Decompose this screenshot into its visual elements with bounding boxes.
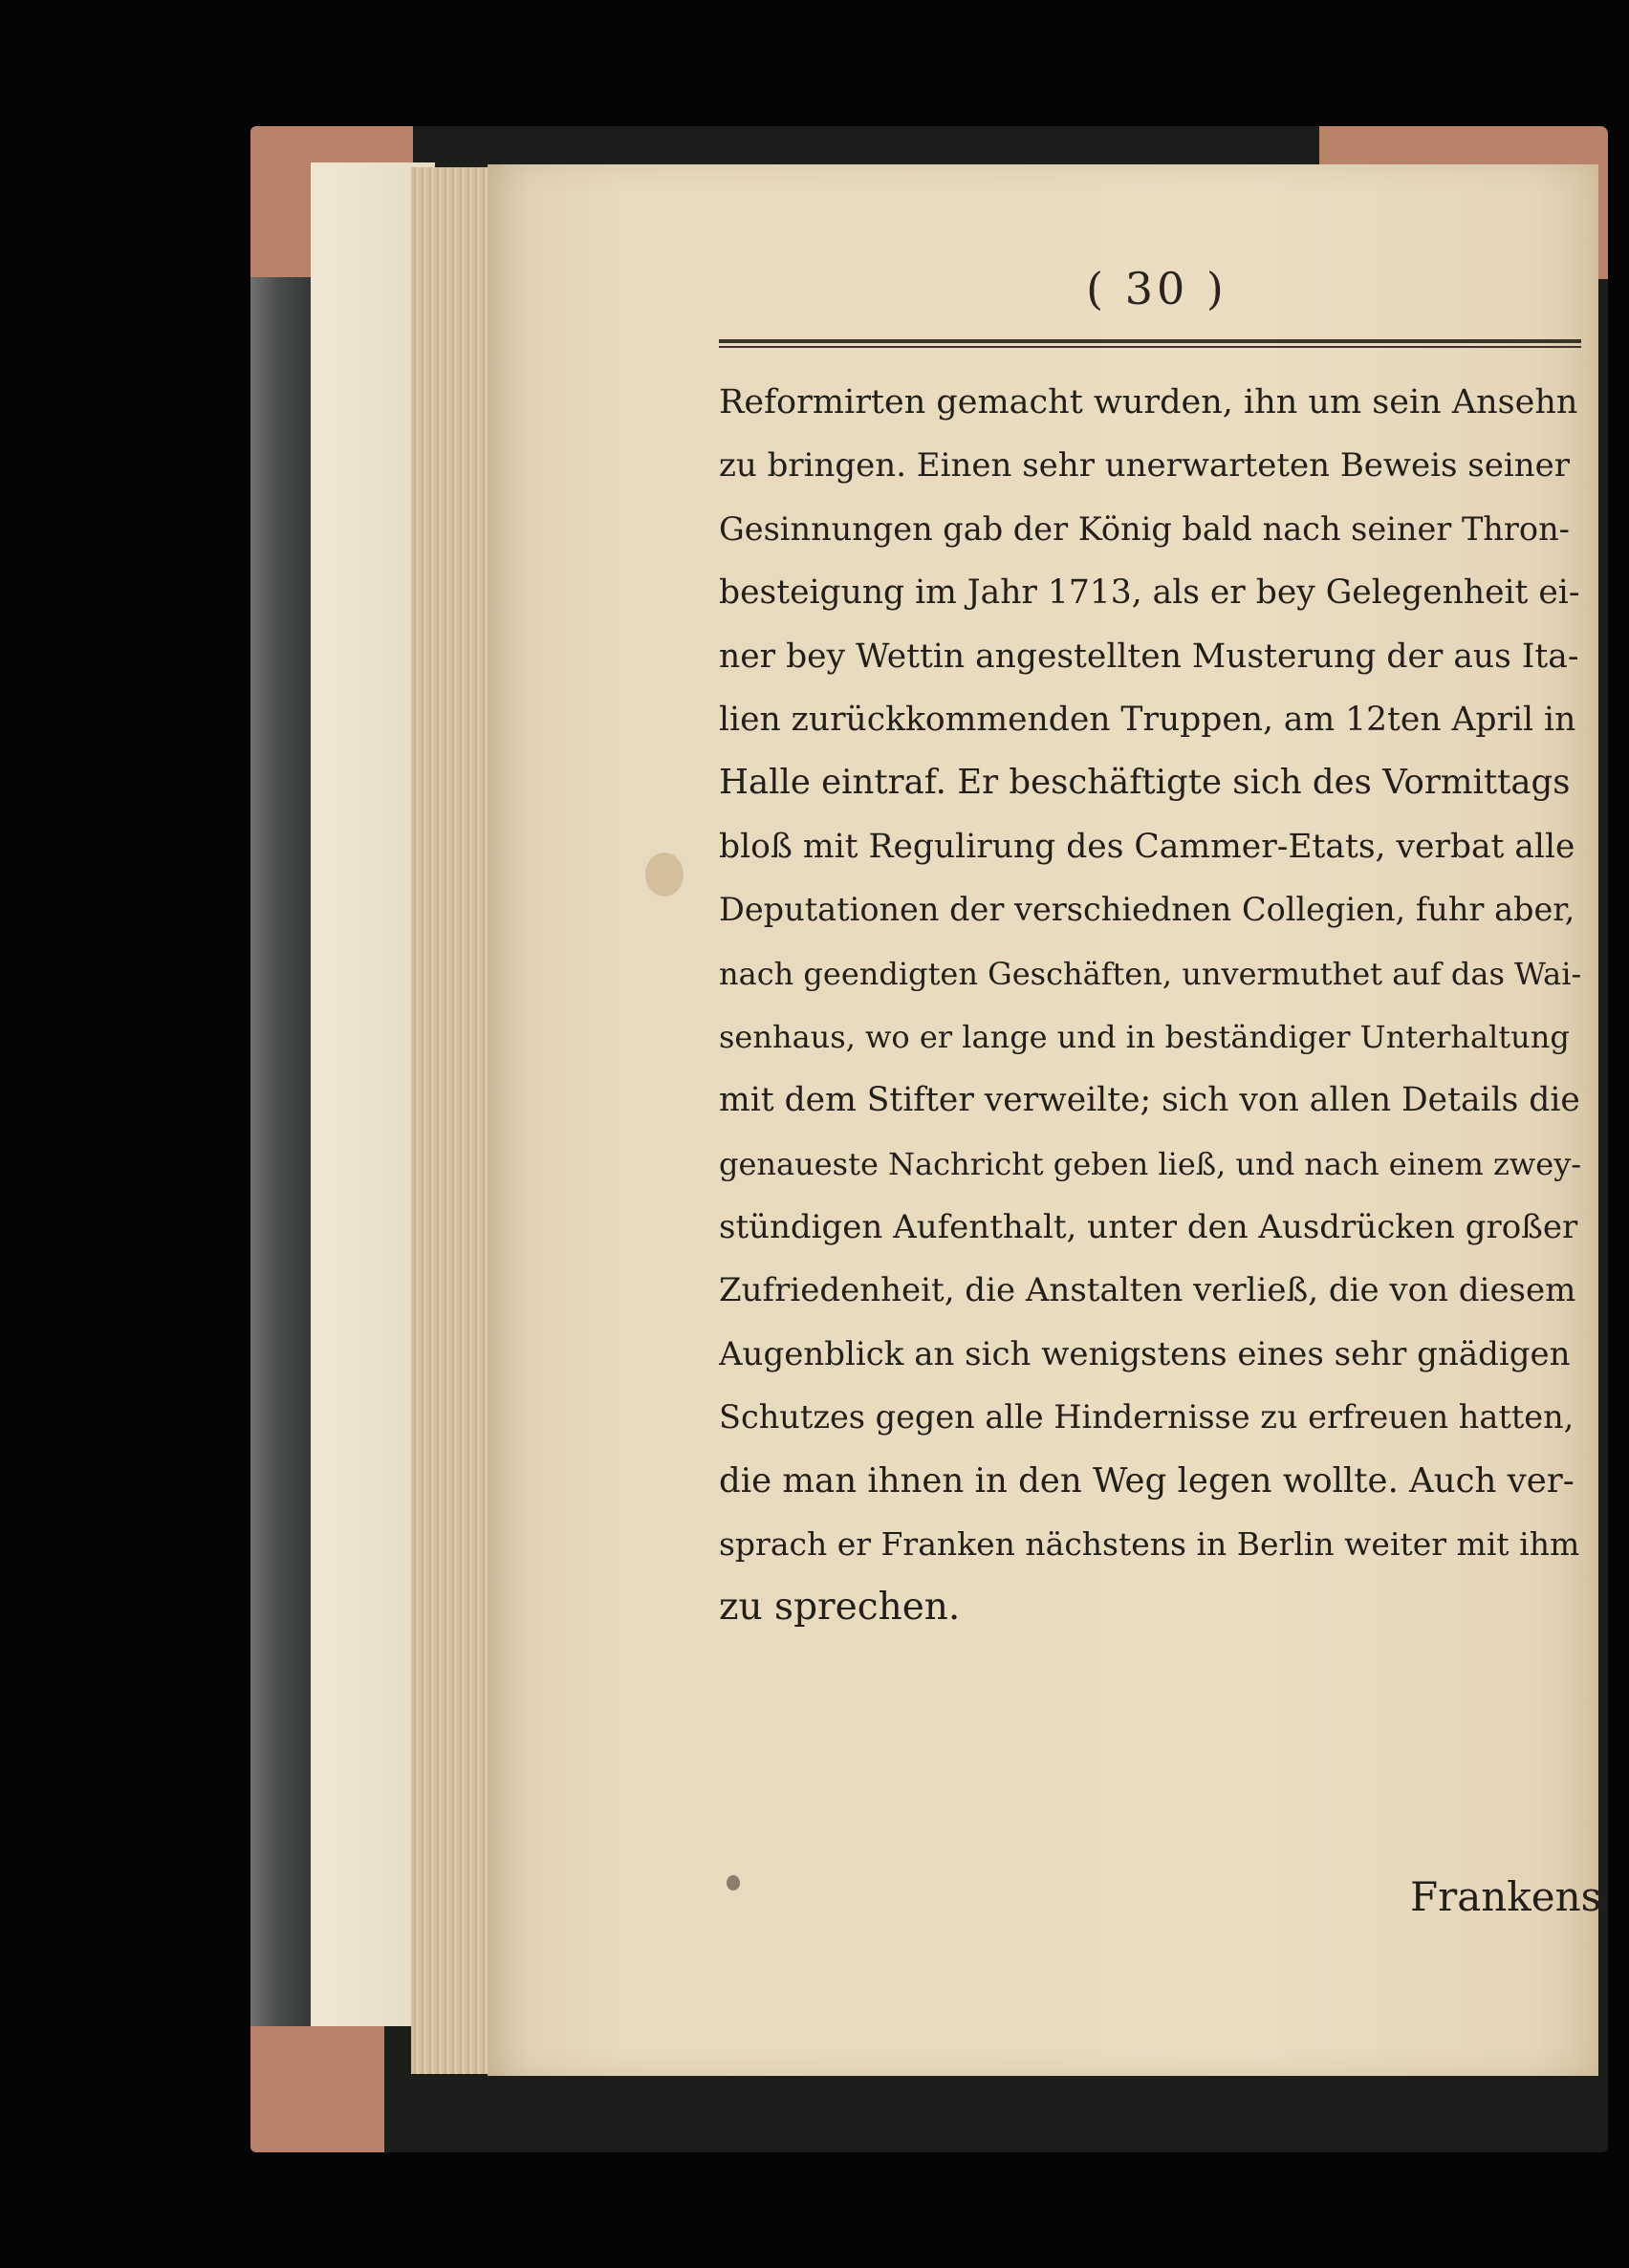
text-line: Zufriedenheit, die Anstalten verließ, die von diesem	[719, 1271, 1576, 1310]
header-rule-thin	[719, 346, 1581, 348]
paper-speck	[727, 1875, 740, 1890]
catchword: Frankens	[1410, 1873, 1602, 1920]
text-line: Augenblick an sich wenigstens eines sehr gnädigen	[719, 1334, 1571, 1373]
text-line: Reformirten gemacht wurden, ihn um sein Ansehn	[719, 383, 1578, 421]
text-line: ner bey Wettin angestellten Musterung der aus Ita-	[719, 637, 1579, 676]
leather-corner-bottom-left	[250, 2017, 384, 2152]
text-line: mit dem Stifter verweilte; sich von allen Details die	[719, 1081, 1580, 1120]
header-rule	[719, 339, 1581, 343]
text-line: stündigen Aufenthalt, unter den Ausdrücken großer	[719, 1208, 1578, 1247]
marbled-board	[250, 277, 319, 2026]
text-line: Deputationen der verschiednen Collegien, fuhr aber,	[719, 891, 1575, 929]
text-line: Gesinnungen gab der König bald nach seiner Thron-	[719, 509, 1570, 548]
text-line: zu sprechen.	[719, 1586, 961, 1630]
text-line: zu bringen. Einen sehr unerwarteten Beweis seiner	[719, 446, 1570, 486]
text-line: nach geendigten Geschäften, unvermuthet auf das Wai-	[719, 955, 1581, 992]
page-edges	[411, 167, 497, 2074]
text-line: genaueste Nachricht geben ließ, und nach einem zwey-	[719, 1145, 1581, 1182]
page-number-header: ( 30 )	[1086, 263, 1227, 314]
text-line: besteigung im Jahr 1713, als er bey Gelegenheit ei-	[719, 573, 1580, 613]
text-line: Halle eintraf. Er beschäftigte sich des Vormittags	[719, 763, 1571, 803]
text-line: bloß mit Regulirung des Cammer-Etats, verbat alle	[719, 827, 1575, 866]
text-line: lien zurückkommenden Truppen, am 12ten April in	[719, 700, 1576, 739]
text-line: senhaus, wo er lange und in beständiger Unterhaltung	[719, 1018, 1570, 1055]
text-line: sprach er Franken nächstens in Berlin weiter mit ihm	[719, 1525, 1580, 1564]
paper-stain	[645, 853, 684, 896]
body-text	[719, 371, 1581, 1640]
text-line: Schutzes gegen alle Hindernisse zu erfreuen hatten,	[719, 1398, 1575, 1436]
text-line: die man ihnen in den Weg legen wollte. Auch ver-	[719, 1460, 1575, 1501]
